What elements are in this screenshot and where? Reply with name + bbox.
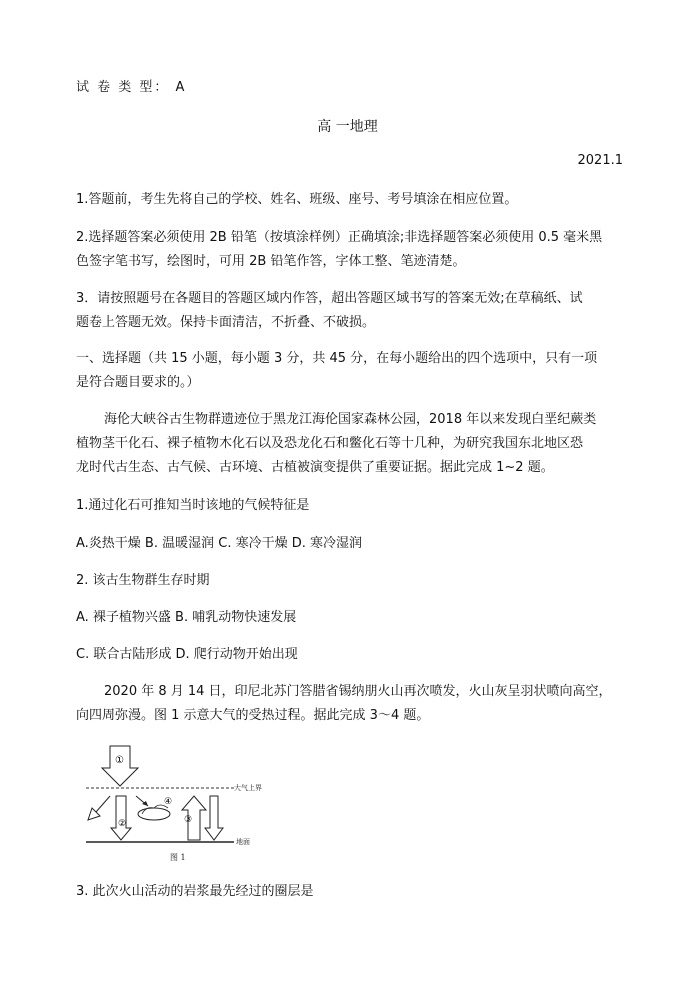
ground-label: 地面: [236, 838, 250, 846]
marker-2: ②: [118, 819, 127, 829]
instruction-line: 3．请按照题号在各题目的答题区域内作答，超出答题区域书写的答案无效;在草稿纸、试: [76, 291, 583, 306]
figure-caption: 图 1: [170, 853, 186, 862]
exam-date: 2021.1: [577, 153, 623, 168]
question-stem: 3. 此次火山活动的岩浆最先经过的圈层是: [76, 884, 314, 899]
marker-3: ③: [184, 815, 193, 825]
counter-radiation-arrow: [205, 796, 223, 840]
instruction-line: 色签字笔书写，绘图时，可用 2B 铅笔作答，字体工整、笔迹清楚。: [76, 254, 466, 269]
atmosphere-top-label: 大气上界: [234, 784, 262, 792]
passage-line: 海伦大峡谷古生物群遗迹位于黑龙江海伦国家森林公园，2018 年以来发现白垩纪蕨类: [104, 412, 597, 427]
passage-line: 植物茎干化石、裸子植物木化石以及恐龙化石和鳖化石等十几种，为研究我国东北地区恐: [76, 436, 584, 451]
question-stem: 1.通过化石可推知当时该地的气候特征是: [76, 498, 310, 513]
marker-1: ①: [115, 755, 124, 766]
instruction-line: 1.答题前，考生先将自己的学校、姓名、班级、座号、考号填涂在相应位置。: [76, 192, 518, 207]
marker-4: ④: [164, 797, 173, 807]
ground-radiation-down-arrow: [111, 796, 131, 840]
passage-line: 2020 年 8 月 14 日，印尼北苏门答腊省锡纳朋火山再次喷发，火山灰呈羽状喷向高空，: [104, 684, 612, 699]
instruction-line: 2.选择题答案必须使用 2B 铅笔（按填涂样例）正确填涂;非选择题答案必须使用 0.5 毫米黑: [76, 230, 603, 245]
page-title: 高 一地理: [317, 119, 378, 135]
instruction-line: 题卷上答题无效。保持卡面清洁，不折叠、不破损。: [76, 315, 376, 330]
passage-line: 龙时代古生态、古气候、古环境、古植被演变提供了重要证据。据此完成 1~2 题。: [76, 460, 554, 475]
passage-line: 向四周弥漫。图 1 示意大气的受热过程。据此完成 3～4 题。: [76, 708, 430, 723]
atmosphere-heating-figure: [84, 744, 274, 866]
question-options: A.炎热干燥 B. 温暖湿润 C. 寒冷干燥 D. 寒冷湿润: [76, 536, 362, 551]
question-options: A. 裸子植物兴盛 B. 哺乳动物快速发展: [76, 610, 297, 625]
solar-radiation-arrow: [102, 746, 138, 786]
paper-type-label: 试 卷 类 型： A: [76, 80, 187, 95]
cloud-icon: [138, 808, 170, 820]
question-stem: 2. 该古生物群生存时期: [76, 573, 210, 588]
reflection-arrow: [88, 796, 110, 820]
section-header: 是符合题目要求的。）: [76, 375, 200, 390]
question-options: C. 联合古陆形成 D. 爬行动物开始出现: [76, 647, 298, 662]
section-header: 一、选择题（共 15 小题，每小题 3 分，共 45 分，在每小题给出的四个选项中，只有一项: [76, 351, 598, 366]
